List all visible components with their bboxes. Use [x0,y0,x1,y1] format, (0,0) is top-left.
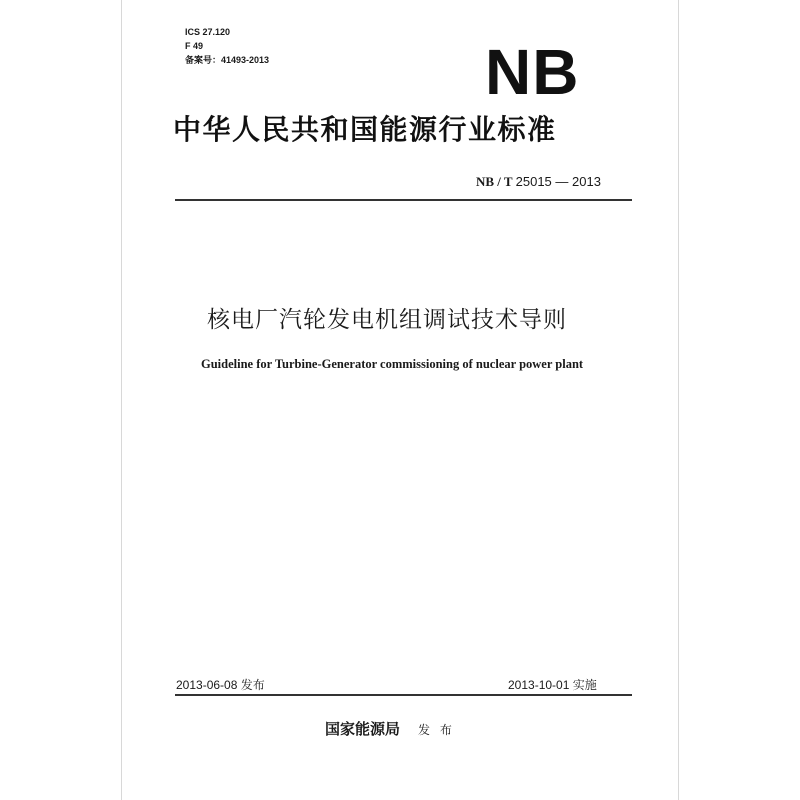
issue-label: 发 布 [418,723,455,737]
nb-standard-mark: NB [485,36,580,108]
standard-number-value: 25015 — 2013 [515,174,601,189]
issue-date: 2013-06-08 发布 [176,678,265,692]
bottom-divider-rule [175,694,632,696]
top-divider-rule [175,199,632,201]
record-number: 备案号：41493-2013 [185,55,270,65]
issuer-name: 国家能源局 [325,720,401,738]
ics-code: ICS 27.120 [185,27,231,37]
issuing-authority [325,720,455,739]
chinese-title: 核电厂汽轮发电机组调试技术导则 [207,307,567,333]
standard-cover-page [121,0,679,800]
standard-prefix: NB / T [476,174,513,189]
implement-date: 2013-10-01 实施 [508,678,597,692]
standard-number [476,174,601,189]
english-title: Guideline for Turbine-Generator commissioning of nuclear power plant [201,357,584,371]
standard-category-title: 中华人民共和国能源行业标准 [173,113,557,146]
ccs-code: F 49 [185,41,204,51]
